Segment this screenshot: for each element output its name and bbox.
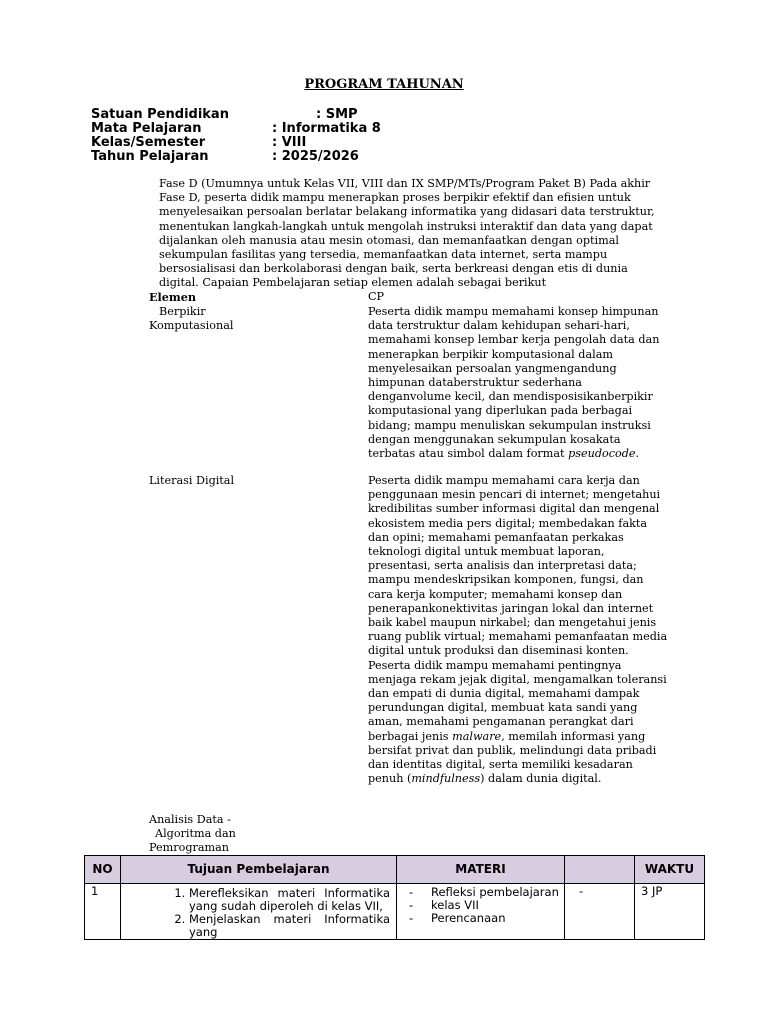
meta-label-tahun: Tahun Pelajaran <box>91 149 209 164</box>
meta-label-kelas: Kelas/Semester <box>91 135 206 150</box>
meta-label-mapel: Mata Pelajaran <box>91 121 202 136</box>
list-item: - Perencanaan <box>409 912 564 925</box>
row-tujuan <box>121 884 397 940</box>
meta-value-kelas: : VIII <box>272 135 307 150</box>
meta-value-mapel: : Informatika 8 <box>272 121 381 136</box>
element-analisis-line2: Algoritma dan <box>155 827 236 840</box>
list-item: 1. Merefleksikan materi Informatika yang sudah diperoleh di kelas VII, <box>189 887 390 913</box>
list-item: 2. Menjelaskan materi Informatika yang <box>189 913 390 939</box>
row-extra: - <box>565 884 635 940</box>
table-header-row <box>85 856 705 884</box>
list-item: - Refleksi pembelajaran <box>409 886 564 899</box>
row-waktu: 3 JP <box>635 884 705 940</box>
cp-literasi-digital: Peserta didik mampu memahami cara kerja dan penggunaan mesin pencari di internet; mengetahui kredibilitas sumber informasi digital dan mengenal ekosistem media pers digital; membedakan fakta dan opini; memahami pemanfaatan perkakas teknologi digital untuk membuat laporan, presentasi, serta analisis dan interpretasi data; mampu mendeskripsikan komponen, fungsi, dan cara kerja komputer; memahami konsep dan penerapankonektivitas jaringan lokal dan internet baik kabel maupun nirkabel; dan mengetahui jenis ruang publik virtual; memahami pemanfaatan media digital untuk produksi dan diseminasi konten. Peserta didik mampu memahami pentingnya menjaga rekam jejak digital, mengamalkan toleransi dan empati di dunia digital, memahami dampak perundungan digital, membuat kata sandi yang aman, memahami pengamanan perangkat dari berbagai jenis malware, memilah informasi yang bersifat privat dan publik, melindungi data pribadi dan identitas digital, serta memiliki kesadaran penuh (mindfulness) dalam dunia digital. <box>368 474 668 786</box>
row-materi <box>397 884 565 940</box>
element-analisis-line3: Pemrograman <box>149 841 229 854</box>
row-no: 1 <box>85 884 121 940</box>
tujuan-pembelajaran-table <box>84 855 705 940</box>
intro-paragraph: Fase D (Umumnya untuk Kelas VII, VIII dan IX SMP/MTs/Program Paket B) Pada akhir Fase D, peserta didik mampu menerapkan proses berpikir efektif dan efisien untuk menyelesaikan persoalan berlatar belakang informatika yang didasari data terstruktur, menentukan langkah-langkah untuk mengolah instruksi interaktif dan data yang dapat dijalankan oleh manusia atau mesin otomasi, dan memanfaatkan dengan optimal sekumpulan fasilitas yang tersedia, memanfaatkan data internet, serta mampu bersosialisasi dan berkolaborasi dengan baik, serta berkreasi dengan etis di dunia digital. Capaian Pembelajaran setiap elemen adalah sebagai berikut <box>159 177 655 290</box>
table-row <box>85 884 705 940</box>
header-no: NO <box>85 856 121 884</box>
element-berpikir-line1: Berpikir <box>159 305 206 318</box>
header-extra <box>565 856 635 884</box>
document-title: PROGRAM TAHUNAN <box>304 77 464 92</box>
meta-value-satuan: : SMP <box>316 107 358 122</box>
header-waktu: WAKTU <box>635 856 705 884</box>
header-materi: MATERI <box>397 856 565 884</box>
elemen-header: Elemen <box>149 290 196 304</box>
element-literasi-digital: Literasi Digital <box>149 474 235 487</box>
cp-berpikir-komputasional: Peserta didik mampu memahami konsep himpunan data terstruktur dalam kehidupan sehari-hari, memahami konsep lembar kerja pengolah data dan menerapkan berpikir komputasional dalam menyelesaikan persoalan yangmengandung himpunan databerstruktur sederhana denganvolume kecil, dan mendisposisikanberpikir komputasional yang diperlukan pada berbagai bidang; mampu menuliskan sekumpulan instruksi dengan menggunakan sekumpulan kosakata terbatas atau simbol dalam format pseudocode. <box>368 305 660 461</box>
meta-value-tahun: : 2025/2026 <box>272 149 359 164</box>
header-tujuan: Tujuan Pembelajaran <box>121 856 397 884</box>
element-analisis-line1: Analisis Data - <box>149 813 231 826</box>
element-berpikir-line2: Komputasional <box>149 319 234 332</box>
list-item: - kelas VII <box>409 899 564 912</box>
cp-header: CP <box>368 290 385 303</box>
meta-label-satuan: Satuan Pendidikan <box>91 107 229 122</box>
